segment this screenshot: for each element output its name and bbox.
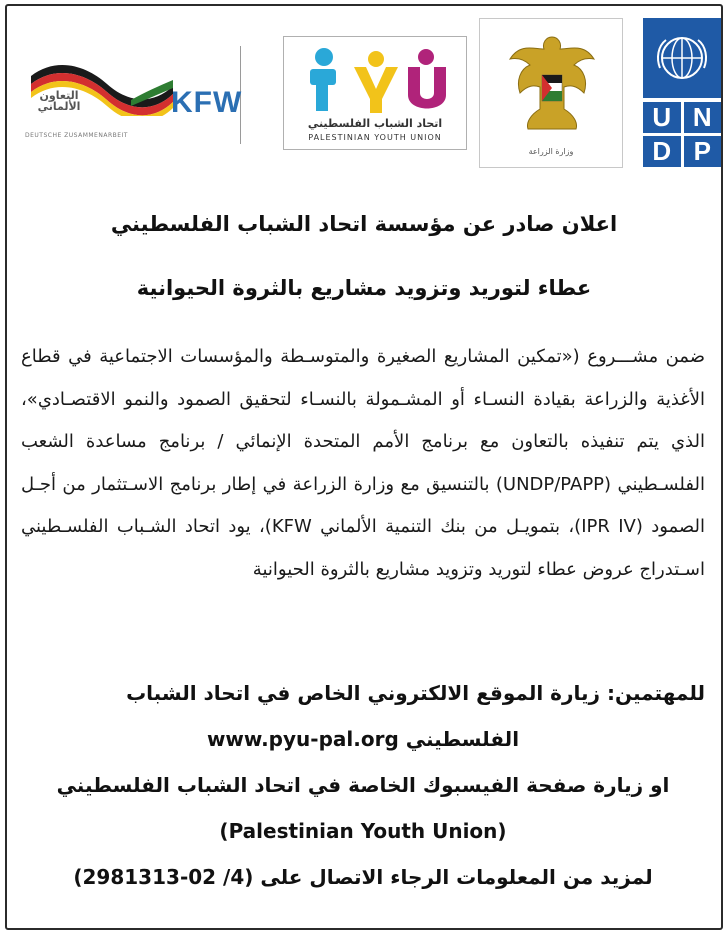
undp-letter: P — [684, 136, 722, 167]
contact-block — [21, 670, 705, 900]
announcement-subtitle: عطاء لتوريد وتزويد مشاريع بالثروة الحيوانية — [136, 276, 592, 300]
kfw-logo — [19, 46, 241, 144]
undp-letter-grid — [643, 102, 721, 166]
contact-website-line: للمهتمين: زيارة الموقع الالكتروني الخاص في اتحاد الشباب — [126, 681, 705, 705]
announcement-title: اعلان صادر عن مؤسسة اتحاد الشباب الفلسطيني — [110, 212, 618, 236]
announcement-body: ضمن مشـــروع («تمكين المشاريع الصغيرة والمتوسـطة والمؤسسات الاجتماعية في قطاع الأغذية والزراعة بقيادة النسـاء أو المشـمولة بالنسـاء لتحقيق الصمود والنمو الاقتصـادي»، الذي يتم تنفيذه بالتعاون مع برنامج الأمم المتحدة الإنمائي / برنامج مساعدة الشعب الفلسـطيني (UNDP/PAPP) بالتنسيق مع وزارة الزراعة في إطار برنامج الاسـتثمار من أجـل الصمود (IPR IV)، بتمويـل من بنك التنمية الألماني KFW)، يود اتحاد الشـباب الفلسـطيني اسـتدراج عروض عطاء لتوريد وتزويد مشاريع بالثروة الحيوانية — [21, 346, 706, 580]
kfw-wordmark: KFW — [171, 86, 243, 119]
contact-phone-line: لمزيد من المعلومات الرجاء الاتصال على (4/ 02-2981313) — [73, 865, 653, 889]
un-globe-icon — [643, 18, 721, 98]
pyu-arabic-label: اتحاد الشباب الفلسطيني — [307, 117, 443, 130]
pyu-english-label: PALESTINIAN YOUTH UNION — [308, 133, 442, 142]
contact-facebook-line: او زيارة صفحة الفيسبوك الخاصة في اتحاد الشباب الفلسطيني — [56, 773, 670, 797]
pa-emblem-logo — [479, 18, 623, 168]
eagle-emblem-icon — [480, 19, 624, 143]
coop-arabic-label: التعاون الألماني — [37, 89, 81, 113]
undp-letter: U — [643, 102, 681, 133]
pyu-logo — [283, 36, 467, 150]
pyu-letters-icon — [284, 37, 468, 117]
contact-website-url-line: الفلسطيني www.pyu-pal.org — [206, 727, 520, 751]
undp-letter: N — [684, 102, 722, 133]
announcement-page — [5, 4, 723, 930]
contact-facebook-name: (Palestinian Youth Union) — [219, 819, 507, 843]
coop-sub-label: DEUTSCHE ZUSAMMENARBEIT — [25, 132, 128, 139]
undp-letter: D — [643, 136, 681, 167]
pa-caption-label: وزارة الزراعة — [528, 147, 574, 156]
undp-logo — [641, 18, 723, 168]
logo-row — [17, 18, 711, 168]
